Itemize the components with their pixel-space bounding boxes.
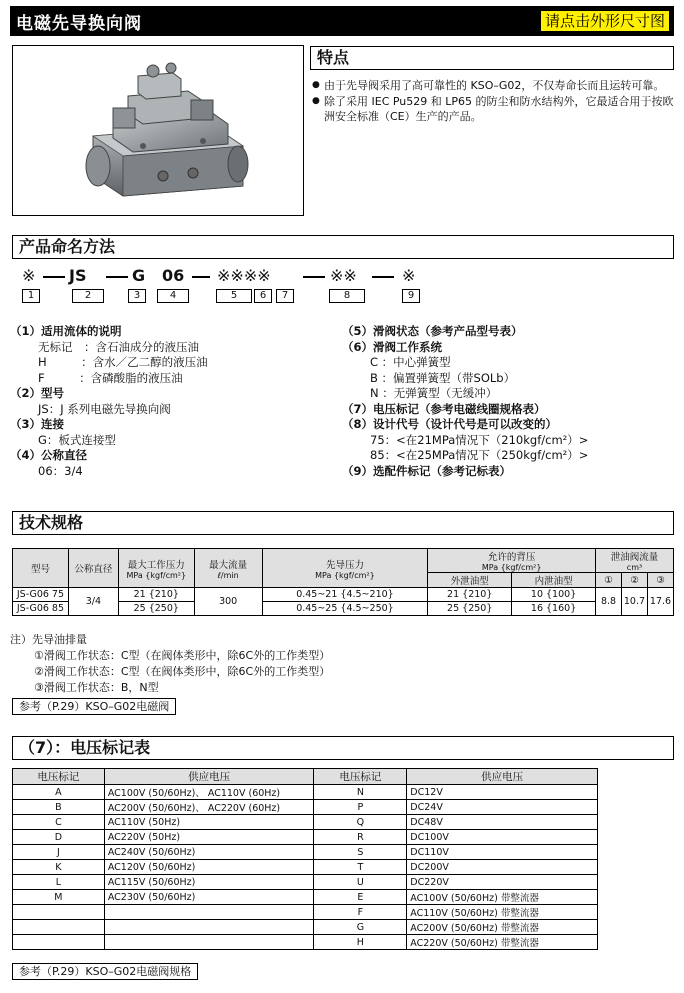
table-row: K AC120V (50/60Hz) T DC200V [13, 860, 598, 875]
table-row: M AC230V (50/60Hz) E AC100V (50/60Hz) 带整流器 [13, 890, 598, 905]
voltage-heading: （7）：电压标记表 [12, 736, 674, 760]
spec-reference-link[interactable]: 参考（P.29）KSO–G02电磁阀 [12, 698, 176, 715]
table-row: JS-G06 85 25 {250} 0.45~25 {4.5~250} 25 {250} 16 {160} [13, 602, 674, 616]
code-box-3: 3 [128, 289, 146, 303]
naming-item: B ：偏置弹簧型（带SOLb） [370, 370, 516, 385]
col-leak: 泄油阀流量 cm³ [596, 549, 674, 573]
col-int: 内泄油型 [512, 573, 596, 588]
code-seg-2: JS [69, 266, 87, 285]
code-seg-4: 06 [162, 266, 185, 285]
col-back: 允许的背压 MPa {kgf/cm²} [428, 549, 596, 573]
code-seg-3: G [132, 266, 146, 285]
features-list [312, 78, 674, 125]
naming-heading-1: （1）适用流体的说明 [10, 324, 122, 338]
table-row: G AC200V (50/60Hz) 带整流器 [13, 920, 598, 935]
code-dash [303, 276, 325, 278]
spec-notes [10, 632, 330, 696]
code-dash [372, 276, 394, 278]
table-row: J AC240V (50/60Hz) S DC110V [13, 845, 598, 860]
col-c3: ③ [647, 573, 673, 588]
col-mark: 电压标记 [13, 769, 105, 785]
table-row: F AC110V (50/60Hz) 带整流器 [13, 905, 598, 920]
table-row: D AC220V (50Hz) R DC100V [13, 830, 598, 845]
col-supply: 供应电压 [104, 769, 314, 785]
naming-item: F ：含磷酸脂的液压油 [38, 370, 183, 385]
model-code [22, 266, 422, 286]
naming-heading-2: （2）型号 [10, 386, 65, 400]
naming-left-column [10, 324, 340, 479]
note-line: ①滑阀工作状态：C型（在阀体类形中，除6C外的工作类型） [34, 649, 331, 662]
naming-heading-8: （8）设计代号（设计代号是可以改变的） [342, 417, 557, 431]
valve-image [13, 46, 303, 215]
code-dash [106, 276, 128, 278]
code-seg-5: ※※※※ [217, 266, 271, 285]
code-box-2: 2 [72, 289, 104, 303]
col-c1: ① [596, 573, 622, 588]
naming-item: 无标记 ：含石油成分的液压油 [38, 339, 199, 354]
code-box-6: 6 [254, 289, 272, 303]
spec-table [12, 548, 674, 616]
naming-heading-3: （3）连接 [10, 417, 65, 431]
naming-right-column [342, 324, 674, 479]
code-box-7: 7 [276, 289, 294, 303]
col-maxp: 最大工作压力 MPa {kgf/cm²} [118, 549, 194, 588]
col-mark: 电压标记 [314, 769, 407, 785]
code-seg-7: ※ [402, 266, 416, 285]
col-c2: ② [621, 573, 647, 588]
feature-item: ● 由于先导阀采用了高可靠性的 KSO–G02，不仅寿命长而且运转可靠。 [312, 78, 674, 93]
note-line: ③滑阀工作状态：B，N型 [34, 681, 159, 694]
voltage-table [12, 768, 598, 950]
code-dash [43, 276, 65, 278]
features-heading: 特点 [310, 46, 674, 70]
naming-heading-5: （5）滑阀状态（参考产品型号表） [342, 324, 523, 338]
note-line: 注）先导油排量 [10, 633, 87, 646]
naming-item: 85：<在25MPa情况下（250kgf/cm²）> [370, 448, 589, 462]
table-row: C AC110V (50Hz) Q DC48V [13, 815, 598, 830]
col-pilot: 先导压力 MPa {kgf/cm²} [262, 549, 428, 588]
col-ext: 外泄油型 [428, 573, 512, 588]
col-supply: 供应电压 [407, 769, 598, 785]
table-row: JS-G06 75 3/4 21 {210} 300 0.45~21 {4.5~210} 21 {210} 10 {100} 8.8 10.7 17.6 [13, 588, 674, 602]
naming-heading-9: （9）选配件标记（参考记标表） [342, 463, 511, 478]
code-box-8: 8 [329, 289, 365, 303]
col-model: 型号 [13, 549, 69, 588]
naming-heading-4: （4）公称直径 [10, 448, 88, 462]
naming-heading: 产品命名方法 [12, 235, 674, 259]
title-bar [10, 6, 674, 36]
code-seg-6: ※※ [330, 266, 357, 285]
naming-item: H ：含水／乙二醇的液压油 [38, 355, 208, 369]
table-row: L AC115V (50/60Hz) U DC220V [13, 875, 598, 890]
naming-item: N ：无弹簧型（无缓冲） [370, 386, 498, 400]
naming-item: G：板式连接型 [38, 432, 116, 447]
product-photo [12, 45, 304, 216]
code-box-1: 1 [22, 289, 40, 303]
naming-heading-6: （6）滑阀工作系统 [342, 339, 443, 354]
naming-item: 06：3/4 [38, 463, 83, 478]
voltage-reference-link[interactable]: 参考（P.29）KSO–G02电磁阀规格 [12, 963, 198, 980]
table-row: B AC200V (50/60Hz)、 AC220V (60Hz) P DC24V [13, 800, 598, 815]
note-line: ②滑阀工作状态：C型（在阀体类形中，除6C外的工作类型） [34, 665, 331, 678]
code-seg-1: ※ [22, 266, 36, 285]
feature-item: ● 除了采用 IEC Pu529 和 LP65 的防尘和防水结构外，它最适合用于按欧洲安全标准（CE）生产的产品。 [312, 94, 674, 124]
naming-item: 75：<在21MPa情况下（210kgf/cm²）> [370, 432, 589, 447]
code-dash [192, 276, 210, 278]
code-box-9: 9 [402, 289, 420, 303]
naming-heading-7: （7）电压标记（参考电磁线圈规格表） [342, 401, 546, 416]
naming-item: C ：中心弹簧型 [370, 355, 451, 369]
spec-heading: 技术规格 [12, 511, 674, 535]
table-row: H AC220V (50/60Hz) 带整流器 [13, 935, 598, 950]
page-title: 电磁先导换向阀 [16, 13, 142, 34]
dimension-drawing-button[interactable]: 请点击外形尺寸图 [539, 9, 671, 33]
code-box-5: 5 [216, 289, 252, 303]
table-row: A AC100V (50/60Hz)、 AC110V (60Hz) N DC12V [13, 785, 598, 800]
col-flow: 最大流量 ℓ/min [194, 549, 262, 588]
code-box-4: 4 [157, 289, 189, 303]
col-nominal: 公称直径 [68, 549, 118, 588]
naming-item: JS：J 系列电磁先导换向阀 [38, 401, 171, 416]
